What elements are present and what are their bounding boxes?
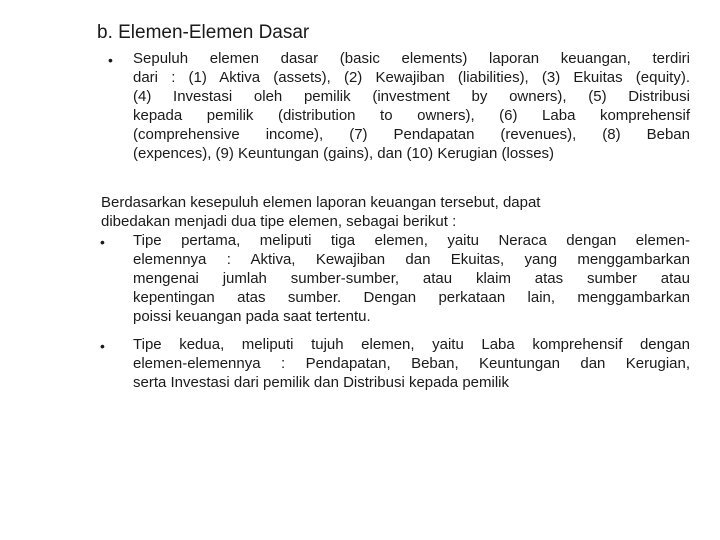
intro-paragraph <box>101 193 661 231</box>
paragraph-line: Sepuluh elemen dasar (basic elements) laporan keuangan, terdiri <box>133 50 690 67</box>
paragraph-line: poissi keuangan pada saat tertentu. <box>133 308 371 325</box>
paragraph-line: elemen-elemennya : Pendapatan, Beban, Keuntungan dan Kerugian, <box>133 355 690 372</box>
paragraph-line: mengenai jumlah sumber-sumber, atau klaim atas sumber atau <box>133 270 690 287</box>
paragraph-line: (4) Investasi oleh pemilik (investment by owners), (5) Distribusi <box>133 88 690 105</box>
paragraph-line: Berdasarkan kesepuluh elemen laporan keuangan tersebut, dapat <box>101 194 541 211</box>
paragraph-line: serta Investasi dari pemilik dan Distribusi kepada pemilik <box>133 374 509 391</box>
paragraph-line: Tipe kedua, meliputi tujuh elemen, yaitu Laba komprehensif dengan <box>133 336 690 353</box>
bullet-paragraph-elements <box>133 49 690 163</box>
bullet-icon: • <box>108 52 113 68</box>
paragraph-line: elemennya : Aktiva, Kewajiban dan Ekuitas, yang menggambarkan <box>133 251 690 268</box>
bullet-icon: • <box>100 234 105 250</box>
bullet-paragraph-first-type <box>133 231 690 326</box>
paragraph-line: (expences), (9) Keuntungan (gains), dan (10) Kerugian (losses) <box>133 145 555 162</box>
paragraph-line: (comprehensive income), (7) Pendapatan (revenues), (8) Beban <box>133 126 690 143</box>
paragraph-line: Tipe pertama, meliputi tiga elemen, yaitu Neraca dengan elemen- <box>133 232 690 249</box>
paragraph-line: kepada pemilik (distribution to owners), (6) Laba komprehensif <box>133 107 690 124</box>
paragraph-line: dari : (1) Aktiva (assets), (2) Kewajiban (liabilities), (3) Ekuitas (equity). <box>133 69 690 86</box>
paragraph-line: dibedakan menjadi dua tipe elemen, sebagai berikut : <box>101 213 457 230</box>
paragraph-line: kepentingan atas sumber. Dengan perkataan lain, menggambarkan <box>133 289 690 306</box>
bullet-icon: • <box>100 338 105 354</box>
section-heading: b. Elemen-Elemen Dasar <box>97 22 310 43</box>
bullet-paragraph-second-type <box>133 335 690 392</box>
